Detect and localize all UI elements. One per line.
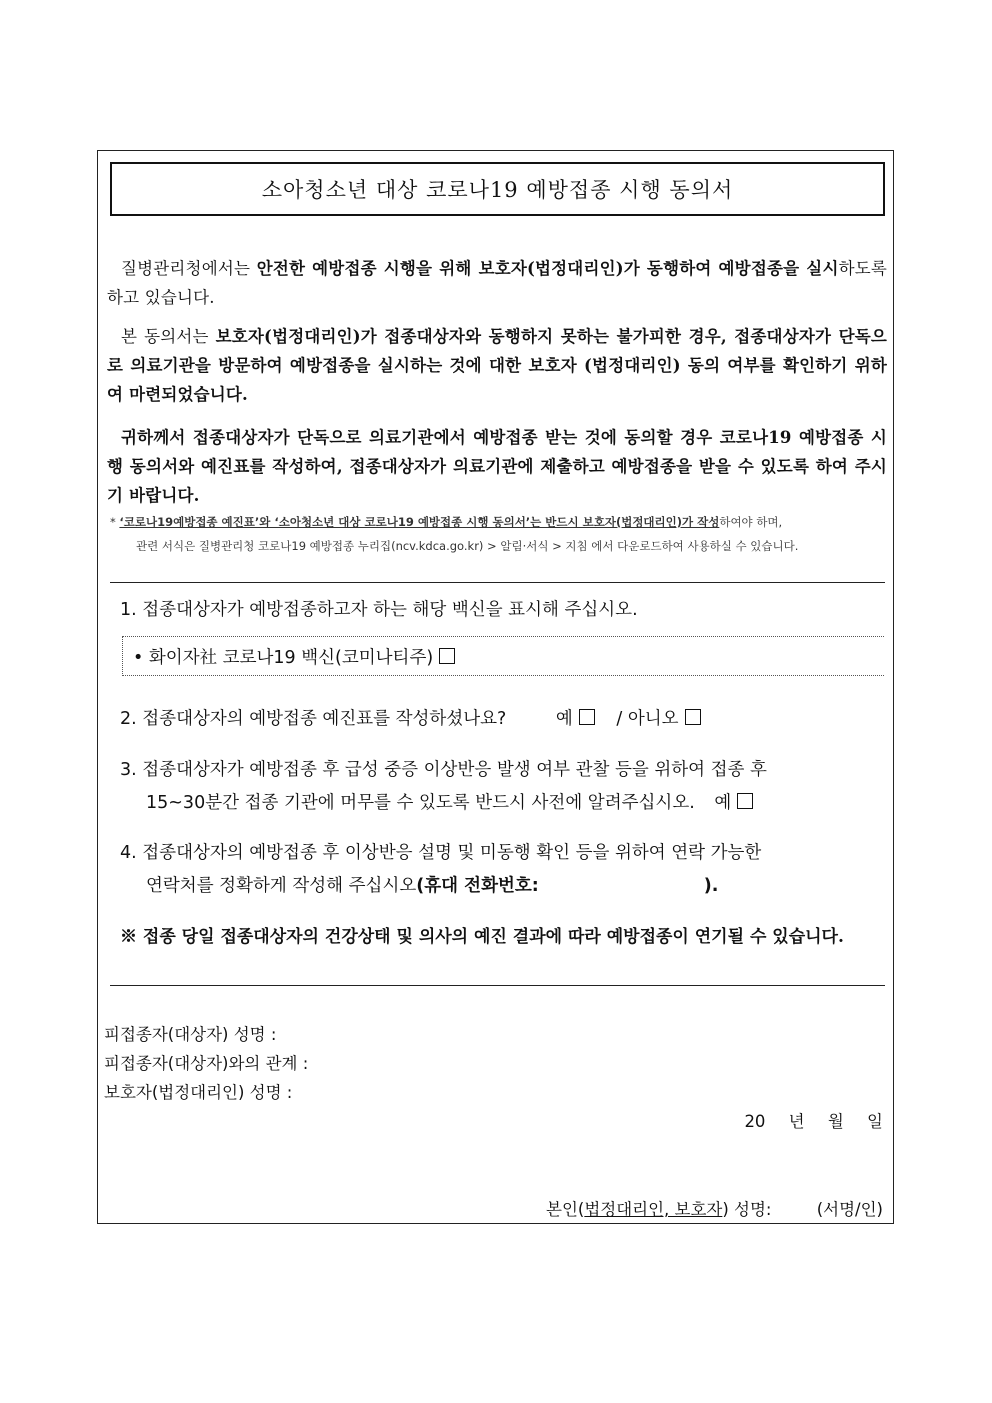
question-3-line1: 3. 접종대상자가 예방접종 후 급성 중증 이상반응 발생 여부 관찰 등을 위하여 접종 후 <box>120 760 767 780</box>
relation-label: 피접종자(대상자)와의 관계 : <box>104 1054 309 1073</box>
vaccine-label: • 화이자社 코로나19 백신(코미나티주) <box>133 647 434 668</box>
name-label: 피접종자(대상자) 성명 : <box>104 1025 277 1044</box>
vaccine-option <box>122 636 884 676</box>
q2-yes-label: 예 <box>555 709 573 729</box>
intro-p2-text: 본 동의서는 <box>121 327 216 346</box>
phone-field-label: (휴대 전화번호: <box>416 876 539 896</box>
guidance-note <box>110 510 890 558</box>
signer-name-label: ) 성명: <box>722 1200 772 1219</box>
note-download-info: 관련 서식은 질병관리청 코로나19 예방접종 누리집(ncv.kdca.go.kr) > 알림·서식 > 지침 에서 다운로드하여 사용하실 수 있습니다. <box>136 539 799 553</box>
date-text: 20 년 월 일 <box>744 1112 883 1131</box>
q3-yes-label: 예 <box>714 793 732 813</box>
note-underlined: ‘코로나19예방접종 예진표’와 ‘소아청소년 대상 코로나19 예방접종 시행 동의서’는 반드시 보호자(법정대리인)가 작성 <box>119 515 720 529</box>
question-1-text: 1. 접종대상자가 예방접종하고자 하는 해당 백신을 표시해 주십시오. <box>120 600 638 620</box>
question-4-line1: 4. 접종대상자의 예방접종 후 이상반응 설명 및 미동행 확인 등을 위하여 연락 가능한 <box>120 843 762 863</box>
intro-p1-bold: 안전한 예방접종 시행을 위해 보호자(법정대리인)가 동행하여 예방접종을 실시 <box>256 259 839 278</box>
signer-role: 법정대리인, 보호자 <box>584 1200 723 1219</box>
intro-p1-end: 하도록 하고 있습니다. <box>107 259 888 307</box>
question-2-text: 2. 접종대상자의 예방접종 예진표를 작성하셨나요? <box>120 709 507 729</box>
note-mark: * <box>110 515 120 529</box>
signer-line <box>546 1196 883 1220</box>
intro-paragraph-2 <box>107 322 887 409</box>
form-title <box>110 162 885 216</box>
question-4 <box>120 837 880 903</box>
question-3 <box>120 754 880 820</box>
date-line <box>744 1108 883 1132</box>
intro-p3-text: 귀하께서 접종대상자가 단독으로 의료기관에서 예방접종 받는 것에 동의할 경우 코로나19 예방접종 시행 동의서와 예진표를 작성하여, 접종대상자가 의료기관에 제출하고 예방접종을 받을 수 있도록 하여 주시기 바랍니다. <box>107 428 887 505</box>
intro-paragraph-3 <box>107 423 887 510</box>
q2-no-label: / 아니오 <box>616 709 679 729</box>
divider-bottom <box>110 985 885 986</box>
q2-yes-checkbox[interactable] <box>579 709 595 725</box>
intro-paragraph-1 <box>107 254 887 312</box>
form-title-text: 소아청소년 대상 코로나19 예방접종 시행 동의서 <box>261 178 734 202</box>
warning-note <box>120 922 880 953</box>
consent-form-frame <box>97 150 894 1224</box>
signature-stamp[interactable]: (서명/인) <box>816 1200 883 1219</box>
guardian-line <box>104 1079 292 1103</box>
divider-top <box>110 582 885 583</box>
q3-yes-checkbox[interactable] <box>737 793 753 809</box>
intro-p2-bold: 보호자(법정대리인)가 접종대상자와 동행하지 못하는 불가피한 경우, 접종대상자가 단독으로 의료기관을 방문하여 예방접종을 실시하는 것에 대한 보호자 (법정대리인) 동의 여부를 확인하기 위하여 마련되었습니다. <box>107 327 887 404</box>
note-cont: 하여야 하며, <box>719 515 783 529</box>
name-line <box>104 1021 276 1045</box>
signer-prefix: 본인( <box>546 1200 585 1219</box>
relation-line <box>104 1050 308 1074</box>
question-1 <box>120 594 880 627</box>
question-2 <box>120 703 880 736</box>
vaccine-checkbox[interactable] <box>439 648 455 664</box>
intro-p1-text: 질병관리청에서는 <box>121 259 257 278</box>
question-4-line2: 연락처를 정확하게 작성해 주십시오 <box>146 876 417 896</box>
guardian-label: 보호자(법정대리인) 성명 : <box>104 1083 293 1102</box>
q2-no-checkbox[interactable] <box>685 709 701 725</box>
question-3-line2: 15~30분간 접종 기관에 머무를 수 있도록 반드시 사전에 알려주십시오. <box>146 793 695 813</box>
phone-field-close: ). <box>703 876 719 896</box>
warning-text: ※ 접종 당일 접종대상자의 건강상태 및 의사의 예진 결과에 따라 예방접종이 연기될 수 있습니다. <box>120 927 844 947</box>
